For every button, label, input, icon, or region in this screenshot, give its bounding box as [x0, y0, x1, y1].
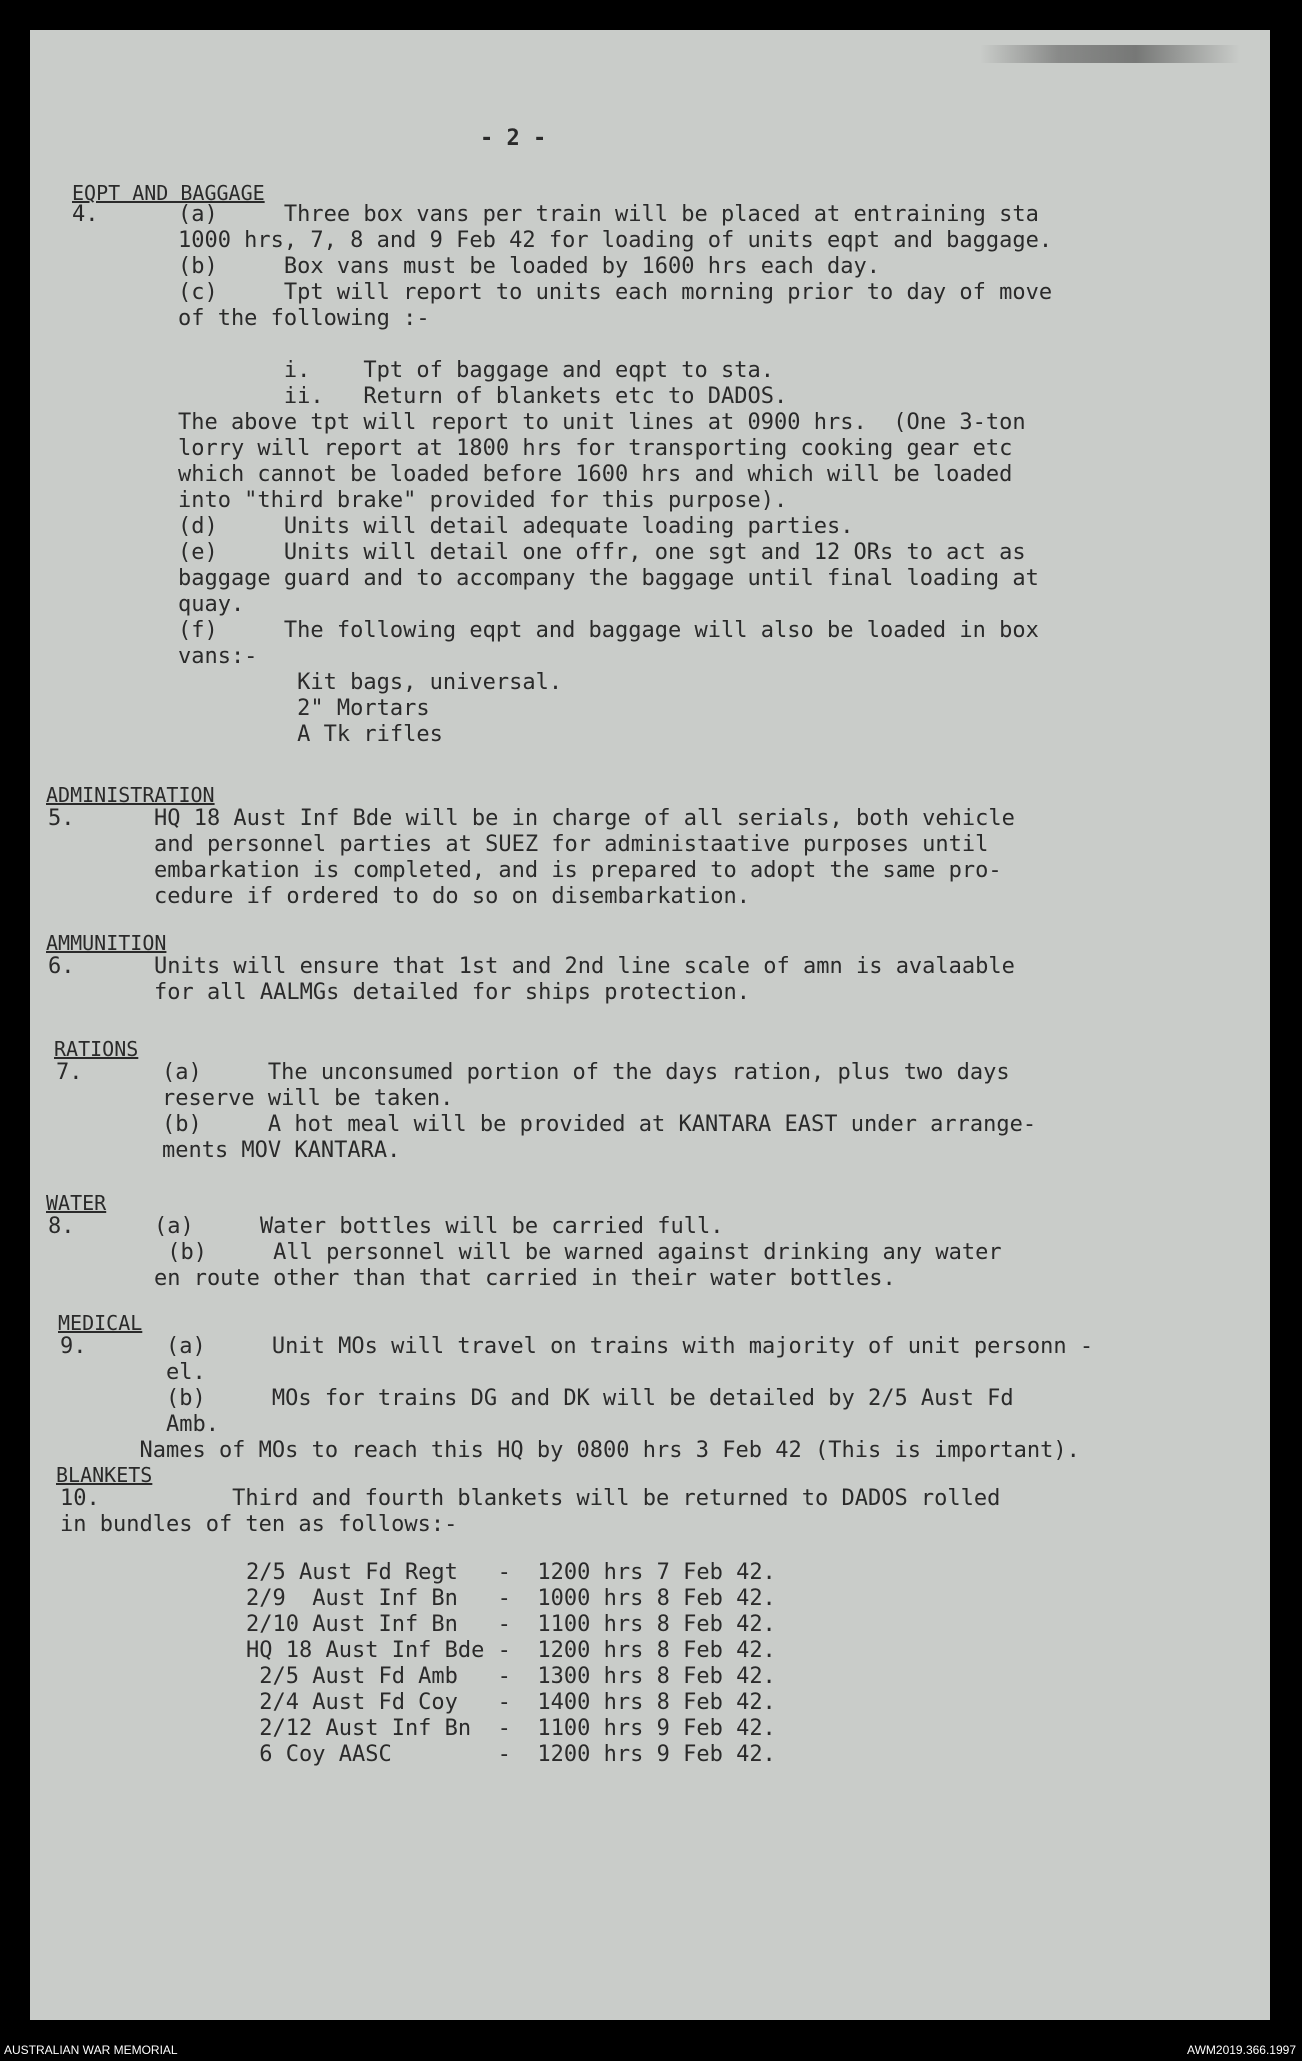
text-line: (b) A hot meal will be provided at KANTARA EAST under arrange- [56, 1112, 1037, 1137]
text-line: i. Tpt of baggage and eqpt to sta. [72, 358, 774, 383]
text-line: reserve will be taken. [56, 1086, 454, 1111]
text-line: 2/9 Aust Inf Bn - 1000 hrs 8 Feb 42. [246, 1586, 776, 1611]
text-line: cedure if ordered to do so on disembarkation. [48, 884, 750, 909]
text-line: 2/5 Aust Fd Regt - 1200 hrs 7 Feb 42. [246, 1560, 776, 1585]
text-line: 10. Third and fourth blankets will be returned to DADOS rolled [60, 1486, 1001, 1511]
heading-blankets: BLANKETS [56, 1463, 153, 1487]
text-line: 2/12 Aust Inf Bn - 1100 hrs 9 Feb 42. [246, 1716, 776, 1741]
text-line: into "third brake" provided for this purpose). [72, 488, 788, 513]
heading-ammunition: AMMUNITION [46, 931, 167, 955]
text-line: lorry will report at 1800 hrs for transporting cooking gear etc [72, 436, 1013, 461]
heading-administration: ADMINISTRATION [46, 783, 215, 807]
page-number: - 2 - [480, 126, 547, 151]
text-line: 2/10 Aust Inf Bn - 1100 hrs 8 Feb 42. [246, 1612, 776, 1637]
text-line: 1000 hrs, 7, 8 and 9 Feb 42 for loading of units eqpt and baggage. [72, 228, 1053, 253]
text-line: for all AALMGs detailed for ships protection. [48, 980, 750, 1005]
text-line: el. [60, 1360, 206, 1385]
text-line: HQ 18 Aust Inf Bde - 1200 hrs 8 Feb 42. [246, 1638, 776, 1663]
text-line: of the following :- [72, 306, 430, 331]
text-line: The above tpt will report to unit lines at 0900 hrs. (One 3-ton [72, 410, 1026, 435]
footer-right: AWM2019.366.1997 [1187, 2043, 1296, 2057]
text-line: Names of MOs to reach this HQ by 0800 hrs 3 Feb 42 (This is important). [60, 1438, 1080, 1463]
footer-left: AUSTRALIAN WAR MEMORIAL [4, 2043, 178, 2057]
text-line: A Tk rifles [72, 722, 443, 747]
text-line: (b) All personnel will be warned against drinking any water [48, 1240, 1002, 1265]
text-line: en route other than that carried in their water bottles. [48, 1266, 896, 1291]
heading-medical: MEDICAL [58, 1311, 143, 1335]
text-line: which cannot be loaded before 1600 hrs and which will be loaded [72, 462, 1013, 487]
text-line: ii. Return of blankets etc to DADOS. [72, 384, 788, 409]
text-line: 2/5 Aust Fd Amb - 1300 hrs 8 Feb 42. [246, 1664, 776, 1689]
text-line: Kit bags, universal. [72, 670, 563, 695]
text-line: in bundles of ten as follows:- [60, 1512, 458, 1537]
text-line: 6 Coy AASC - 1200 hrs 9 Feb 42. [246, 1742, 776, 1767]
text-line: (e) Units will detail one offr, one sgt and 12 ORs to act as [72, 540, 1026, 565]
text-line: quay. [72, 592, 245, 617]
text-line: 6. Units will ensure that 1st and 2nd line scale of amn is avalaable [48, 954, 1015, 979]
ink-smudge [980, 45, 1240, 63]
text-line: (f) The following eqpt and baggage will also be loaded in box [72, 618, 1039, 643]
text-line: vans:- [72, 644, 258, 669]
text-line: (d) Units will detail adequate loading parties. [72, 514, 854, 539]
text-line: 7. (a) The unconsumed portion of the days ration, plus two days [56, 1060, 1010, 1085]
heading-eqpt: EQPT AND BAGGAGE [72, 181, 265, 205]
heading-water: WATER [46, 1191, 107, 1215]
text-line: baggage guard and to accompany the baggage until final loading at [72, 566, 1039, 591]
text-line: (c) Tpt will report to units each morning prior to day of move [72, 280, 1053, 305]
text-line: 2" Mortars [72, 696, 430, 721]
text-line: 9. (a) Unit MOs will travel on trains with majority of unit personn - [60, 1334, 1094, 1359]
text-line: 4. (a) Three box vans per train will be placed at entraining sta [72, 202, 1039, 227]
text-line: 2/4 Aust Fd Coy - 1400 hrs 8 Feb 42. [246, 1690, 776, 1715]
heading-rations: RATIONS [54, 1037, 139, 1061]
text-line: and personnel parties at SUEZ for administaative purposes until [48, 832, 989, 857]
text-line: ments MOV KANTARA. [56, 1138, 401, 1163]
text-line: 8. (a) Water bottles will be carried full. [48, 1214, 724, 1239]
text-line: Amb. [60, 1412, 219, 1437]
text-line: 5. HQ 18 Aust Inf Bde will be in charge of all serials, both vehicle [48, 806, 1015, 831]
text-line: (b) Box vans must be loaded by 1600 hrs each day. [72, 254, 880, 279]
text-line: (b) MOs for trains DG and DK will be detailed by 2/5 Aust Fd [60, 1386, 1014, 1411]
text-line: embarkation is completed, and is prepared to adopt the same pro- [48, 858, 1002, 883]
document-page [30, 30, 1270, 2020]
